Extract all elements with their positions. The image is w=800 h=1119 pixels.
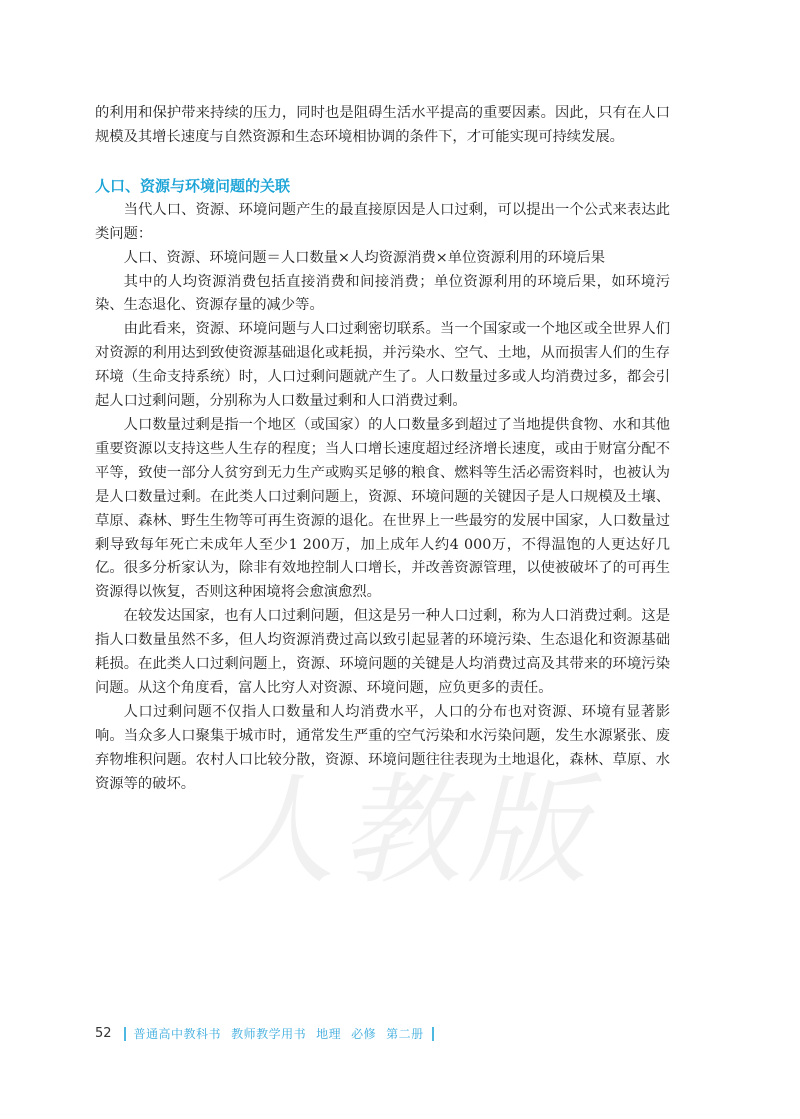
- paragraph-quantity-overpopulation: 人口数量过剩是指一个地区（或国家）的人口数量多到超过了当地提供食物、水和其他重要资源以支持这些人生存的程度；当人口增长速度超过经济增长速度，或由于财富分配不平等，致使一部分人贫穷到无力生产或购买足够的粮食、燃料等生活必需资料时，也被认为是人口数量过剩。在此类人口过剩问题上，资源、环境问题的关键因子是人口规模及土壤、草原、森林、野生生物等可再生资源的退化。在世界上一些最穷的发展中国家，人口数量过剩导致每年死亡未成年人至少1 200万，加上成年人约4 000万，不得温饱的人更达好几亿。很多分析家认为，除非有效地控制人口增长，并改善资源管理，以使被破坏了的可再生资源得以恢复，否则这种困境将会愈演愈烈。: [95, 416, 670, 601]
- page-number: 52: [95, 1026, 112, 1041]
- series-part-teacher-book: 教师教学用书: [231, 1027, 307, 1041]
- footer-divider-left: [124, 1027, 126, 1041]
- page-body: [95, 102, 670, 796]
- series-part-textbook: 普通高中教科书: [133, 1027, 222, 1041]
- section-heading: 人口、资源与环境问题的关联: [95, 176, 291, 195]
- paragraph-consumption-overpopulation: 在较发达国家，也有人口过剩问题，但这是另一种人口过剩，称为人口消费过剩。这是指人口数量虽然不多，但人均资源消费过高以致引起显著的环境污染、生态退化和资源基础耗损。在此类人口过剩问题上，资源、环境问题的关键是人均消费过高及其带来的环境污染问题。从这个角度看，富人比穷人对资源、环境问题，应负更多的责任。: [95, 608, 670, 696]
- continued-paragraph: 的利用和保护带来持续的压力，同时也是阻碍生活水平提高的重要因素。因此，只有在人口规模及其增长速度与自然资源和生态环境相协调的条件下，才可能实现可持续发展。: [95, 105, 670, 145]
- series-part-volume: 第二册: [386, 1027, 424, 1041]
- paragraph-distribution: 人口过剩问题不仅指人口数量和人均消费水平，人口的分布也对资源、环境有显著影响。当众多人口聚集于城市时，通常发生严重的空气污染和水污染问题，发生水源紧张、废弃物堆积问题。农村人口比较分散，资源、环境问题往往表现为土地退化，森林、草原、水资源等的破坏。: [95, 703, 670, 792]
- series-part-subject: 地理: [316, 1027, 342, 1041]
- publisher-watermark: 人教版: [215, 762, 593, 901]
- paragraph-intro: 当代人口、资源、环境问题产生的最直接原因是人口过剩，可以提出一个公式来表达此类问题：: [95, 201, 670, 242]
- page-footer: [95, 1025, 434, 1042]
- footer-divider-right: [432, 1027, 434, 1041]
- book-series-title: [134, 1025, 424, 1042]
- formula-line: 人口、资源、环境问题＝人口数量×人均资源消费×单位资源利用的环境后果: [123, 249, 606, 266]
- paragraph-consumption: 其中的人均资源消费包括直接消费和间接消费；单位资源利用的环境后果，如环境污染、生态退化、资源存量的减少等。: [95, 273, 670, 314]
- series-part-required: 必修: [351, 1027, 377, 1041]
- paragraph-link: 由此看来，资源、环境问题与人口过剩密切联系。当一个国家或一个地区或全世界人们对资源的利用达到致使资源基础退化或耗损，并污染水、空气、土地，从而损害人们的生存环境（生命支持系统）时，人口过剩问题就产生了。人口数量过多或人均消费过多，都会引起人口过剩问题，分别称为人口数量过剩和人口消费过剩。: [95, 321, 670, 410]
